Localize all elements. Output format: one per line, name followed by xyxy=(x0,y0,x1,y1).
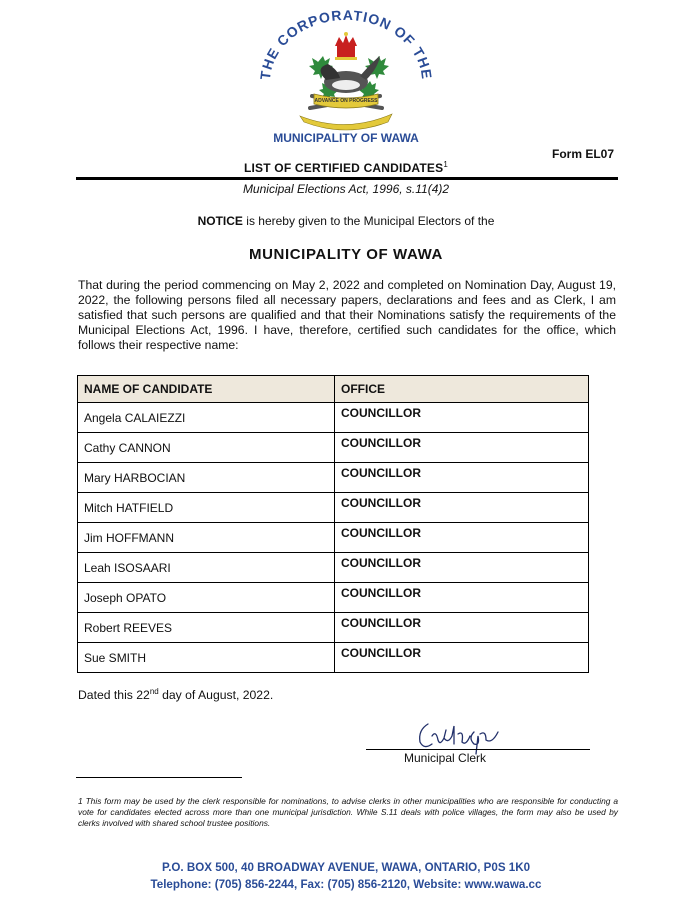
candidate-name: Sue SMITH xyxy=(78,643,335,673)
title-rule xyxy=(76,177,618,180)
table-header-row xyxy=(78,376,589,403)
candidate-name: Cathy CANNON xyxy=(78,433,335,463)
municipal-seal-logo xyxy=(248,10,444,160)
candidate-office: COUNCILLOR xyxy=(335,613,589,643)
column-header-name: NAME OF CANDIDATE xyxy=(78,376,335,403)
candidate-name: Joseph OPATO xyxy=(78,583,335,613)
candidate-office: COUNCILLOR xyxy=(335,643,589,673)
notice-keyword: NOTICE xyxy=(197,214,243,228)
notice-line xyxy=(0,214,692,228)
municipality-heading: MUNICIPALITY OF WAWA xyxy=(249,246,443,263)
table-row xyxy=(78,493,589,523)
candidate-name: Angela CALAIEZZI xyxy=(78,403,335,433)
dated-ordinal: nd xyxy=(149,687,159,696)
footnote-rule xyxy=(76,777,242,778)
seal-text-top: THE CORPORATION OF THE xyxy=(256,10,436,81)
table-row xyxy=(78,433,589,463)
document-title xyxy=(0,160,692,175)
column-header-office: OFFICE xyxy=(335,376,589,403)
seal-ribbon xyxy=(314,94,378,108)
table-row xyxy=(78,583,589,613)
seal-swash xyxy=(300,114,392,130)
dated-line xyxy=(78,687,273,702)
candidate-office: COUNCILLOR xyxy=(335,493,589,523)
svg-text:ADVANCE ON PROGRESS: ADVANCE ON PROGRESS xyxy=(314,98,378,104)
notice-text: is hereby given to the Municipal Electors of the xyxy=(242,214,495,228)
crown-icon xyxy=(335,32,357,60)
dated-suffix: day of August, 2022. xyxy=(158,688,274,703)
dated-prefix: Dated this 22 xyxy=(78,688,150,703)
clerk-signature xyxy=(414,716,514,756)
candidate-name: Robert REEVES xyxy=(78,613,335,643)
table-row xyxy=(78,553,589,583)
seal-text-bottom: MUNICIPALITY OF WAWA xyxy=(273,131,419,145)
candidate-office: COUNCILLOR xyxy=(335,463,589,493)
table-row xyxy=(78,613,589,643)
candidate-office: COUNCILLOR xyxy=(335,403,589,433)
candidate-name: Mary HARBOCIAN xyxy=(78,463,335,493)
body-paragraph: That during the period commencing on May 2, 2022 and completed on Nomination Day, August 19, 2022, the following persons filed all necessary papers, declarations and fees and as Clerk, I am satisfied that such persons are qualified and that their Nominations satisfy the requirements of the Municipal Elections Act, 1996. I have, therefore, certified such candidates for the office, which follows their respective name: xyxy=(78,278,616,352)
candidate-name: Jim HOFFMANN xyxy=(78,523,335,553)
candidate-office: COUNCILLOR xyxy=(335,583,589,613)
document-title-text: LIST OF CERTIFIED CANDIDATES xyxy=(243,161,444,175)
candidate-office: COUNCILLOR xyxy=(335,433,589,463)
signature-label: Municipal Clerk xyxy=(404,751,487,765)
footnote-reference: 1 xyxy=(443,160,449,169)
table-row xyxy=(78,463,589,493)
table-row xyxy=(78,403,589,433)
candidate-name: Leah ISOSAARI xyxy=(78,553,335,583)
candidate-name: Mitch HATFIELD xyxy=(78,493,335,523)
form-code: Form EL07 xyxy=(551,147,614,161)
act-reference: Municipal Elections Act, 1996, s.11(4)2 xyxy=(242,182,450,196)
candidate-office: COUNCILLOR xyxy=(335,553,589,583)
footnote: 1 This form may be used by the clerk responsible for nominations, to advise clerks in other municipalities who are responsible for conducting a vote for candidates elected across more than one municipal jurisdiction. While S.11 deals with police villages, the form may also be used by clerks involved with shared school trustee positions. xyxy=(78,796,618,828)
signature-line xyxy=(366,749,590,750)
footer-address: P.O. BOX 500, 40 BROADWAY AVENUE, WAWA, ONTARIO, P0S 1K0 xyxy=(161,861,531,874)
table-row xyxy=(78,643,589,673)
candidates-table xyxy=(77,375,589,673)
footer-contact: Telephone: (705) 856-2244, Fax: (705) 856-2120, Website: www.wawa.cc xyxy=(150,878,542,891)
table-row xyxy=(78,523,589,553)
candidate-office: COUNCILLOR xyxy=(335,523,589,553)
